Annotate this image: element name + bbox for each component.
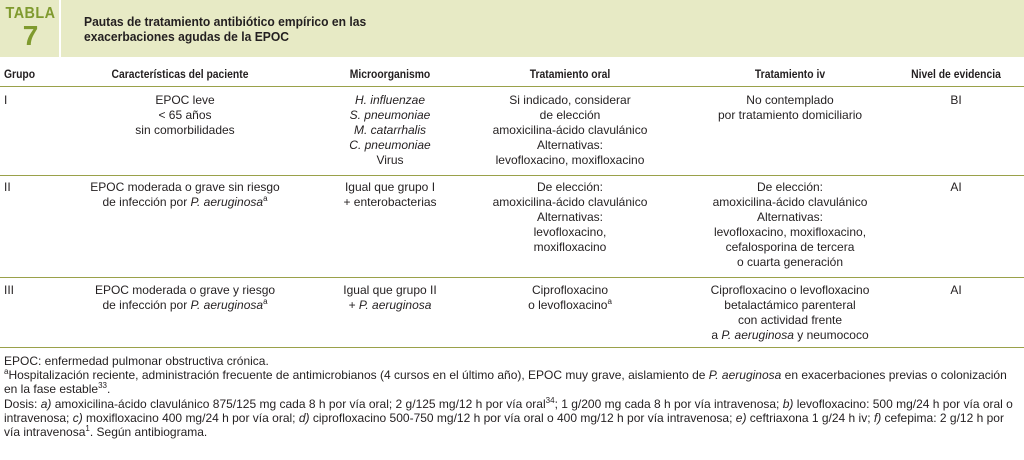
header-divider [0,86,1024,87]
footnote-a: $^a$Hospitalización reciente, administración frecuente de antimicrobianos (4 cursos en el último año), EPOC muy grave, aislamiento de P. aeruginosa en exacerbaciones previas o colonización en la fase estable$^{33}$. [4,367,1007,397]
row-divider [0,175,1024,176]
table-title: Pautas de tratamiento antibiótico empírico en las exacerbaciones agudas de la EPOC [84,14,367,44]
row3-grupo: III [4,283,15,297]
row3-iv: Ciprofloxacino o levofloxacino betalactámico parenteral con actividad frente a P. aeruginosa y neumococo [710,283,870,342]
col-header-caracteristicas: Características del paciente [111,69,249,81]
table-footnotes [4,354,1020,439]
col-header-iv: Tratamiento iv [754,69,826,81]
row2-iv: De elección: amoxicilina-ácido clavulánico Alternativas: levofloxacino, moxifloxacino, cefalosporina de tercera o cuarta generación [712,180,868,269]
row1-evidencia: BI [950,93,962,107]
row1-microorganismo: H. influenzae S. pneumoniae M. catarrhalis C. pneumoniae Virus [349,93,431,167]
row2-grupo: II [4,180,11,194]
col-header-grupo: Grupo [4,69,36,81]
col-header-oral: Tratamiento oral [529,69,611,81]
col-header-evidencia: Nivel de evidencia [911,69,1001,81]
row1-grupo: I [4,93,8,107]
row1-oral: Si indicado, considerar de elección amoxicilina-ácido clavulánico Alternativas: levofloxacino, moxifloxacino [492,93,648,167]
row3-caracteristicas: EPOC moderada o grave y riesgo de infección por P. aeruginosa$^a$ [94,283,276,312]
tabla-number: 7 [22,20,39,51]
tabla-label: TABLA [5,5,56,22]
row3-evidencia: AI [950,283,962,297]
table-number-box [0,0,61,57]
table-bottom-divider [0,347,1024,348]
footnote-epoc: EPOC: enfermedad pulmonar obstructiva crónica. [4,354,269,368]
col-header-microorganismo: Microorganismo [349,69,431,81]
footnote-dosis: Dosis: a) amoxicilina-ácido clavulánico 875/125 mg cada 8 h por vía oral; 2 g/125 mg/12 h por vía oral$^{34}$; 1 g/200 mg cada 8 h por vía intravenosa; b) levofloxacino: 500 mg/24 h por vía oral o intravenosa; c) moxifloxacino 400 mg/24 h por vía oral; d) ciprofloxacino 500-750 mg/12 h por vía oral o 400 mg/12 h por vía intravenosa; e) ceftriaxona 1 g/24 h iv; f) cefepima: 2 g/12 h por vía intravenosa$^1$. Según antibiograma. [4,395,1013,440]
row1-iv: No contemplado por tratamiento domiciliario [717,93,863,122]
row3-microorganismo: Igual que grupo II + P. aeruginosa [343,283,437,312]
row1-caracteristicas: EPOC leve < 65 años sin comorbilidades [135,93,235,137]
row3-oral: Ciprofloxacino o levofloxacino$^a$ [528,283,612,312]
row2-evidencia: AI [950,180,962,194]
table-header-band [0,0,1024,57]
row2-microorganismo: Igual que grupo I + enterobacterias [343,180,437,209]
row-divider [0,277,1024,278]
row2-oral: De elección: amoxicilina-ácido clavulánico Alternativas: levofloxacino, moxifloxacino [492,180,648,254]
row2-caracteristicas: EPOC moderada o grave sin riesgo de infección por P. aeruginosa$^a$ [90,180,280,209]
